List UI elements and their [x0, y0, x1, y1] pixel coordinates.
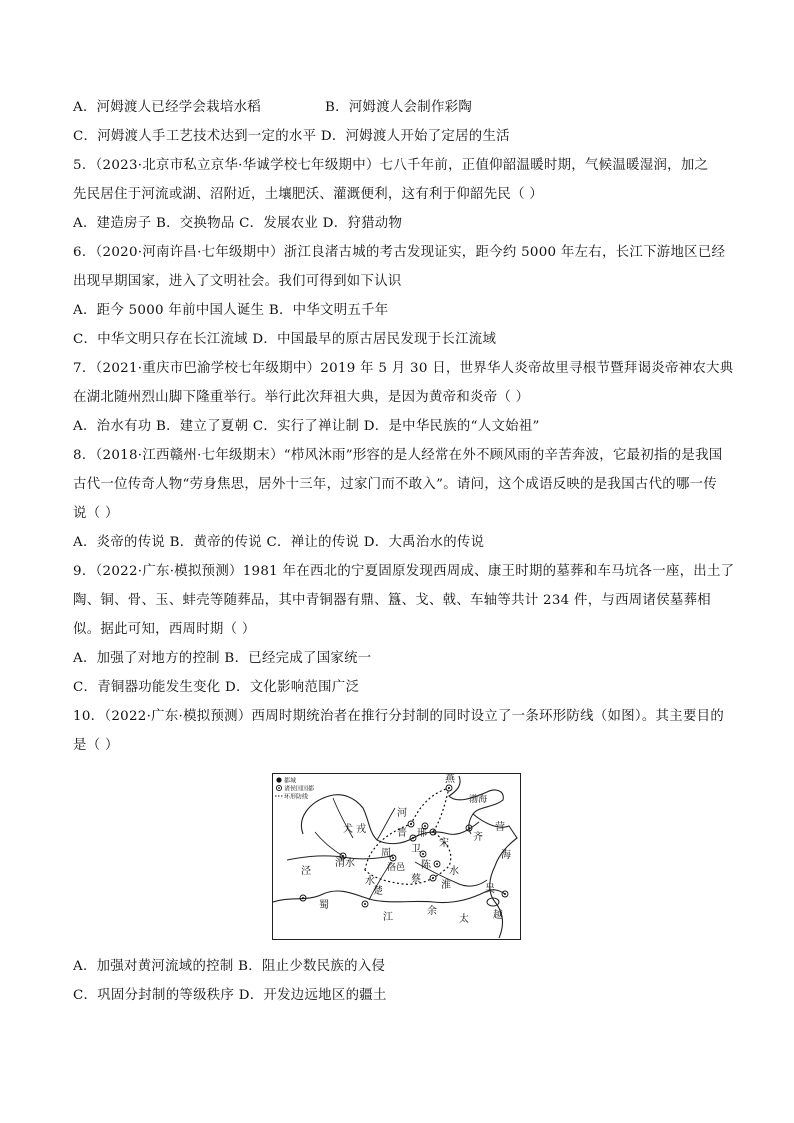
svg-text:犬 戎: 犬 戎 — [343, 824, 367, 835]
question-6-options-cd: C．中华文明只存在长江流域 D．中国最早的原古居民发现于长江流域 — [73, 332, 497, 347]
western-zhou-map — [272, 773, 521, 940]
yellow-river — [301, 795, 479, 844]
question-5-stem: 5．（2023·北京市私立京华·华诚学校七年级期中）七八千年前，正值仰韶温暖时期，气候温暖湿润，加之 — [73, 158, 709, 173]
question-5-stem-cont: 先民居住于河流或湖、沼附近，土壤肥沃、灌溉便利，这有利于仰韶先民（ ） — [73, 187, 544, 202]
question-9-stem: 9．（2022·广东·模拟预测）1981 年在西北的宁夏固原发现西周成、康王时期的墓葬和车马坑各一座，出土了 — [73, 564, 735, 579]
question-7-stem-cont: 在湖北随州烈山脚下隆重举行。举行此次拜祖大典，是因为黄帝和炎帝（ ） — [73, 390, 530, 405]
svg-text:渭水: 渭水 — [335, 858, 355, 869]
svg-text:楚: 楚 — [373, 886, 383, 897]
question-10-stem: 10．（2022·广东·模拟预测）西周时期统治者在推行分封制的同时设立了一条环形防线（如图）。其主要目的 — [73, 709, 725, 724]
svg-text:河: 河 — [397, 808, 407, 819]
question-7-options: A．治水有功 B．建立了夏朝 C．实行了禅让制 D．是中华民族的“人文始祖” — [73, 419, 540, 434]
svg-text:宋: 宋 — [439, 838, 449, 849]
map-labels — [301, 774, 511, 925]
question-8-stem-cont: 古代一位传奇人物“劳身焦思，居外十三年，过家门而不敢入”。请问，这个成语反映的是我国古代的哪一传 — [73, 477, 718, 492]
question-9-options-cd: C．青铜器功能发生变化 D．文化影响范围广泛 — [73, 680, 360, 695]
yangtze-river — [273, 890, 505, 903]
line-2: C．河姆渡人手工艺技术达到一定的水平 D．河姆渡人开始了定居的生活 — [73, 129, 510, 144]
svg-text:邢: 邢 — [417, 828, 427, 839]
question-8-stem-end: 说（ ） — [73, 506, 119, 521]
question-10-stem-end: 是（ ） — [73, 738, 119, 753]
svg-text:周: 周 — [381, 848, 391, 859]
svg-text:蔡: 蔡 — [411, 874, 421, 885]
svg-text:余: 余 — [427, 906, 437, 917]
svg-text:淮: 淮 — [441, 880, 451, 891]
question-7-stem: 7．（2021·重庆市巴渝学校七年级期中）2019 年 5 月 30 日，世界华人炎帝故里寻根节暨拜谒炎帝神农大典 — [73, 361, 734, 376]
question-6-stem: 6．（2020·河南许昌·七年级期中）浙江良渚古城的考古发现证实，距今约 5000 年左右，长江下游地区已经 — [73, 245, 726, 260]
question-6-stem-cont: 出现早期国家，进入了文明社会。我们可得到如下认识 — [73, 274, 402, 289]
question-9-stem-end: 似。据此可知，西周时期（ ） — [73, 622, 256, 637]
line-1 — [73, 99, 472, 117]
svg-text:泾: 泾 — [301, 866, 311, 877]
question-9-options-ab: A．加强了对地方的控制 B．已经完成了国家统一 — [73, 651, 372, 666]
option-b: B．河姆渡人会制作彩陶 — [325, 100, 473, 115]
question-10-options-ab: A．加强对黄河流域的控制 B．阻止少数民族的入侵 — [73, 959, 386, 974]
question-9-stem-cont: 陶、铜、骨、玉、蚌壳等随葬品，其中青铜器有鼎、簋、戈、戟、车轴等共计 234 件，与西周诸侯墓葬相 — [73, 593, 711, 608]
svg-text:晋: 晋 — [397, 828, 407, 839]
svg-text:环形防线: 环形防线 — [284, 793, 309, 801]
map-legend — [275, 777, 314, 801]
svg-text:吴: 吴 — [485, 884, 495, 895]
svg-text:陈: 陈 — [421, 860, 431, 871]
svg-text:海: 海 — [501, 850, 511, 861]
svg-text:卫: 卫 — [411, 844, 421, 855]
svg-text:都城: 都城 — [284, 777, 297, 785]
question-6-options-ab: A．距今 5000 年前中国人诞生 B．中华文明五千年 — [73, 303, 389, 318]
svg-text:齐: 齐 — [473, 832, 483, 843]
svg-text:水: 水 — [449, 866, 459, 877]
svg-text:越: 越 — [493, 910, 503, 921]
svg-text:燕: 燕 — [445, 774, 455, 785]
svg-text:洛邑: 洛邑 — [387, 863, 406, 873]
question-10-options-cd: C．巩固分封制的等级秩序 D．开发边远地区的疆土 — [73, 988, 387, 1003]
svg-text:江: 江 — [383, 912, 393, 923]
svg-text:营: 营 — [495, 822, 505, 833]
svg-text:水: 水 — [365, 876, 375, 887]
svg-text:诸侯国国都: 诸侯国国都 — [284, 785, 315, 793]
question-8-stem: 8．（2018·江西赣州·七年级期末）“栉风沐雨”形容的是人经常在外不顾风雨的辛苦奔波，它最初指的是我国 — [73, 448, 723, 463]
svg-text:太: 太 — [459, 914, 469, 925]
option-a: A．河姆渡人已经学会栽培水稻 — [73, 100, 261, 115]
question-8-options: A．炎帝的传说 B．黄帝的传说 C．禅让的传说 D．大禹治水的传说 — [73, 535, 485, 550]
svg-text:渤海: 渤海 — [469, 795, 488, 805]
question-5-options: A．建造房子 B．交换物品 C．发展农业 D．狩猎动物 — [73, 216, 403, 231]
svg-text:蜀: 蜀 — [319, 900, 329, 911]
defense-ring — [365, 788, 451, 884]
